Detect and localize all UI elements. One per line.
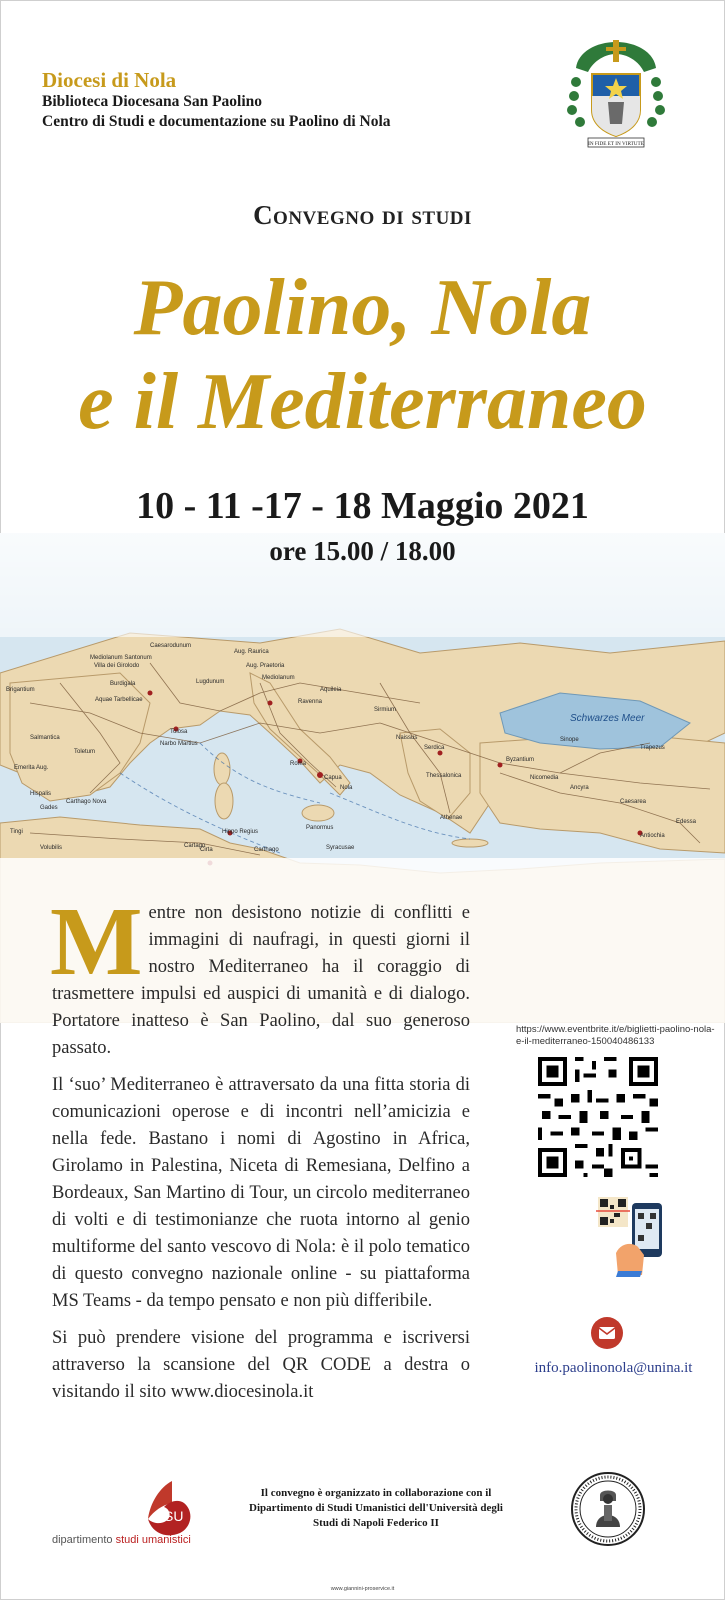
svg-text:Carthago Nova: Carthago Nova [66,799,107,805]
svg-text:Mediolanum: Mediolanum [262,675,295,681]
event-dates: 10 - 11 -17 - 18 Maggio 2021 [136,485,589,527]
paragraph-1-text: entre non desistono notizie di conflitti e immagini di naufragi, in questi giorni il nostro Mediterraneo ha il coraggio di trasmettere impulsi ed auspici di umanità e di dialogo. Portatore inatteso è San Paolino, dal suo generoso passato. [52,903,470,1058]
svg-text:Carthago: Carthago [254,847,279,853]
department-label: dipartimento studi umanistici [52,1534,191,1546]
svg-text:Tolosa: Tolosa [170,729,188,735]
svg-text:Naissus: Naissus [396,735,418,741]
diocese-name: Diocesi di Nola [42,68,177,92]
svg-text:Gades: Gades [40,805,58,811]
svg-text:Sinope: Sinope [560,737,579,743]
svg-text:Trapezus: Trapezus [640,745,665,751]
event-title-line-1: Paolino, Nola [133,264,592,352]
svg-text:Villa dei Girolodo: Villa dei Girolodo [94,663,140,669]
svg-text:Burdigala: Burdigala [110,681,136,687]
coat-of-arms-icon [566,38,666,150]
paragraph-2: Il ‘suo’ Mediterraneo è attraversato da una fitta storia di comunicazioni operose e di incontri nell’amicizia e nella fede. Bastano i nomi di Agostino in Africa, Girolamo in Palestina, Niceta di Remesiana, Delfino a Bordeaux, San Martino di Tour, un circolo mediterraneo di volti e di testimonianze che ruota intorno al genio multiforme del santo vescovo di Nola: è il polo tematico di questo convegno nazionale online - su piattaforma MS Teams - da tempo pensato e non più differibile. [52,1075,470,1311]
svg-text:Emerita Aug.: Emerita Aug. [14,765,49,771]
svg-text:Mediolanum Santonum: Mediolanum Santonum [90,655,152,661]
envelope-icon[interactable] [591,1317,623,1349]
study-centre-name: Centro di Studi e documentazione su Paolino di Nola [42,113,391,130]
sea-label: Schwarzes Meer [570,713,645,724]
svg-text:Thessalonica: Thessalonica [426,773,462,779]
svg-text:Sirmium: Sirmium [374,707,396,713]
paragraph-1 [50,888,470,1062]
svg-text:Volubilis: Volubilis [40,845,63,851]
svg-text:Nola: Nola [340,785,353,791]
svg-text:Narbo Martius: Narbo Martius [160,741,198,747]
university-seal-icon [570,1471,646,1547]
qr-code-icon[interactable] [538,1057,658,1177]
svg-text:Panormus: Panormus [306,825,334,831]
svg-text:Antiochia: Antiochia [640,833,665,839]
library-name: Biblioteca Diocesana San Paolino [42,93,263,110]
svg-text:Capua: Capua [324,775,342,781]
eventbrite-link[interactable]: https://www.eventbrite.it/e/biglietti-paolino-nola-e-il-mediterraneo-150040486133 [516,1024,715,1047]
paragraph-3: Si può prendere visione del programma e iscriversi attraverso la scansione del QR CODE a destra o visitando il sito www.diocesinola.it [52,1328,470,1402]
event-hours: ore 15.00 / 18.00 [269,536,456,566]
svg-text:Hispalis: Hispalis [30,791,52,797]
svg-text:Aquae Tarbellicae: Aquae Tarbellicae [95,697,143,703]
svg-text:Hippo Regius: Hippo Regius [222,829,259,835]
svg-text:Cirta: Cirta [200,847,213,853]
svg-text:Edessa: Edessa [676,819,697,825]
svg-text:Athenae: Athenae [440,815,463,821]
event-kind: Convegno di studi [253,200,472,230]
svg-text:Lugdunum: Lugdunum [196,679,225,685]
svg-text:Brigantium: Brigantium [6,687,35,693]
phone-scan-qr-icon [596,1195,680,1277]
drop-cap: M [50,888,143,996]
contact-email[interactable]: info.paolinonola@unina.it [534,1360,693,1376]
svg-text:Syracusae: Syracusae [326,845,355,851]
printer-credit: www.giannini-proservice.it [330,1586,395,1592]
svg-text:Byzantium: Byzantium [506,757,535,763]
svg-text:Roma: Roma [290,761,307,767]
organization-note: Il convegno è organizzato in collaborazione con il Dipartimento di Studi Umanistici dell'Università degli Studi di Napoli Federico II [249,1487,503,1529]
department-label-strong: studi umanistici [115,1534,191,1546]
svg-text:Aug. Praetoria: Aug. Praetoria [246,663,285,669]
svg-text:Ravenna: Ravenna [298,699,323,705]
svg-text:Nicomedia: Nicomedia [530,775,559,781]
svg-text:Caesarea: Caesarea [620,799,647,805]
svg-text:Aug. Raurica: Aug. Raurica [234,649,269,655]
event-title-line-2: e il Mediterraneo [78,358,647,446]
svg-text:Caesarodunum: Caesarodunum [150,643,192,649]
body-text [50,888,470,1416]
svg-text:Cartago: Cartago [184,843,206,849]
crest-motto: IN FIDE ET IN VIRTUTE [588,141,644,147]
su-mark: SU [164,1508,184,1524]
header [42,68,391,132]
svg-text:Toletum: Toletum [74,749,96,755]
svg-text:Aquileia: Aquileia [320,687,342,693]
svg-text:Salmantica: Salmantica [30,735,60,741]
svg-text:Tingi: Tingi [10,829,23,835]
svg-text:Ancyra: Ancyra [570,785,589,791]
svg-text:Serdica: Serdica [424,745,445,751]
